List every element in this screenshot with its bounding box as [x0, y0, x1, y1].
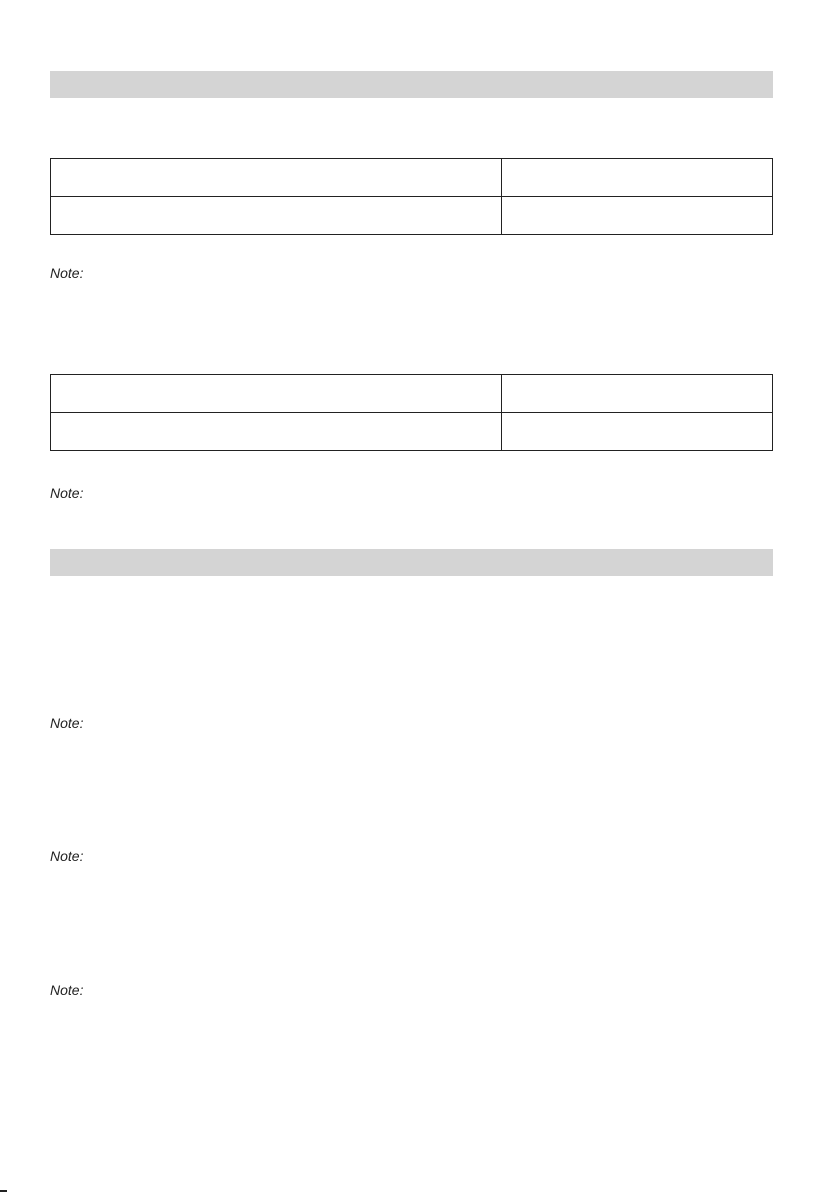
note-label: Note:	[50, 715, 84, 731]
table-cell[interactable]	[51, 197, 502, 235]
section-header-bar-2	[50, 549, 773, 576]
table-row	[51, 375, 773, 413]
table-cell[interactable]	[502, 197, 773, 235]
table-cell[interactable]	[502, 413, 773, 451]
note-label: Note:	[50, 848, 84, 864]
table-cell[interactable]	[502, 375, 773, 413]
table-row	[51, 413, 773, 451]
table-cell[interactable]	[51, 159, 502, 197]
table-row	[51, 197, 773, 235]
form-table-1	[50, 158, 773, 235]
section-header-bar-1	[50, 71, 773, 98]
form-table-2	[50, 374, 773, 451]
table-cell[interactable]	[51, 375, 502, 413]
table-cell[interactable]	[51, 413, 502, 451]
table-row	[51, 159, 773, 197]
table-cell[interactable]	[502, 159, 773, 197]
note-label: Note:	[50, 485, 84, 501]
note-label: Note:	[50, 982, 84, 998]
note-label: Note:	[50, 265, 84, 281]
